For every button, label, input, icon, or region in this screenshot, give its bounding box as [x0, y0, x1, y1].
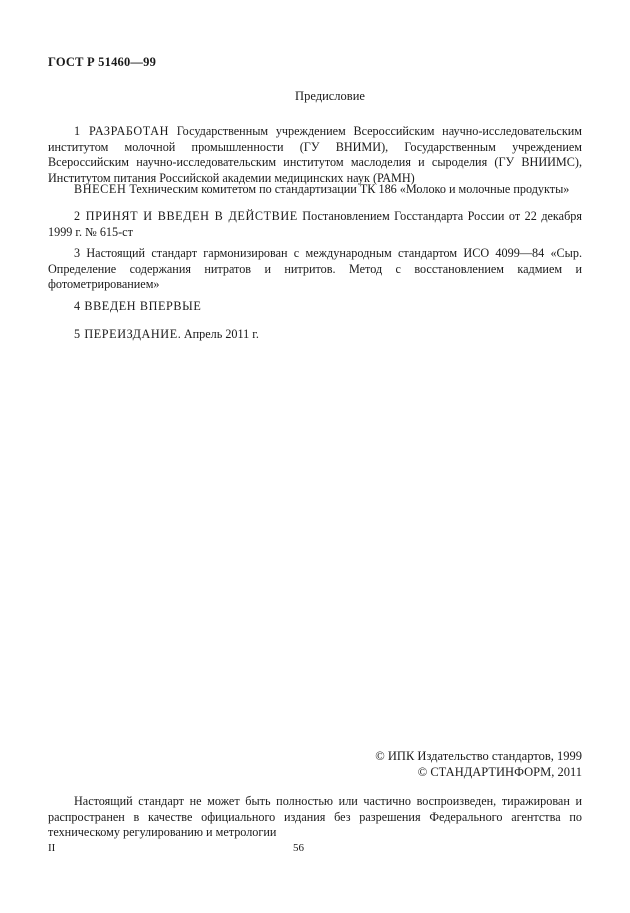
item-lead: ВНЕСЕН: [74, 182, 127, 196]
item-text: Техническим комитетом по стандартизации ТК 186 «Молоко и молочные продукты»: [126, 182, 570, 196]
copyright-block: [375, 748, 582, 780]
document-code: ГОСТ Р 51460—99: [48, 55, 157, 69]
foreword-item-adopted: [48, 209, 582, 240]
foreword-item-introduced: [48, 299, 582, 315]
item-lead: 2 ПРИНЯТ И ВВЕДЕН В ДЕЙСТВИЕ: [74, 209, 298, 223]
foreword-title-row: [0, 89, 630, 105]
roman-page-number: II: [48, 842, 56, 854]
reproduction-notice: Настоящий стандарт не может быть полностью или частично воспроизведен, тиражирован и распространен в качестве официального издания без разрешения Федерального агентства по техническому регулированию и метрологии: [48, 794, 582, 840]
item-text: Государственным учреждением Всероссийским научно-исследовательским институтом молочной промышленности (ГУ ВНИМИ), Государственным учреждением Всероссийским научно-исследовательским институтом маслоделия и сыроделия (ГУ ВНИИМС), Институтом питания Российской академии медицинских наук (РАМН): [48, 124, 582, 185]
foreword-item-harmonized: [48, 246, 582, 293]
item-lead: 4 ВВЕДЕН ВПЕРВЫЕ: [74, 299, 202, 313]
item-lead: 5 ПЕРЕИЗДАНИЕ: [74, 327, 178, 341]
item-text: Постановлением Госстандарта России от 22 декабря 1999 г. № 615-ст: [48, 209, 582, 239]
foreword-item-submitted: [48, 182, 582, 198]
foreword-item-developed: [48, 124, 582, 186]
item-text: 3 Настоящий стандарт гармонизирован с международным стандартом ИСО 4099—84 «Сыр. Определение содержания нитратов и нитритов. Метод с восстановлением кадмием и фотометрированием»: [48, 246, 582, 292]
foreword-item-reissue: [48, 327, 582, 343]
copyright-line-standartinform: © СТАНДАРТИНФОРМ, 2011: [417, 765, 582, 779]
foreword-title: Предисловие: [295, 89, 365, 103]
page-number: 56: [293, 842, 304, 854]
item-text: . Апрель 2011 г.: [177, 327, 259, 341]
item-lead: 1 РАЗРАБОТАН: [74, 124, 169, 138]
copyright-line-publisher: © ИПК Издательство стандартов, 1999: [375, 749, 582, 763]
